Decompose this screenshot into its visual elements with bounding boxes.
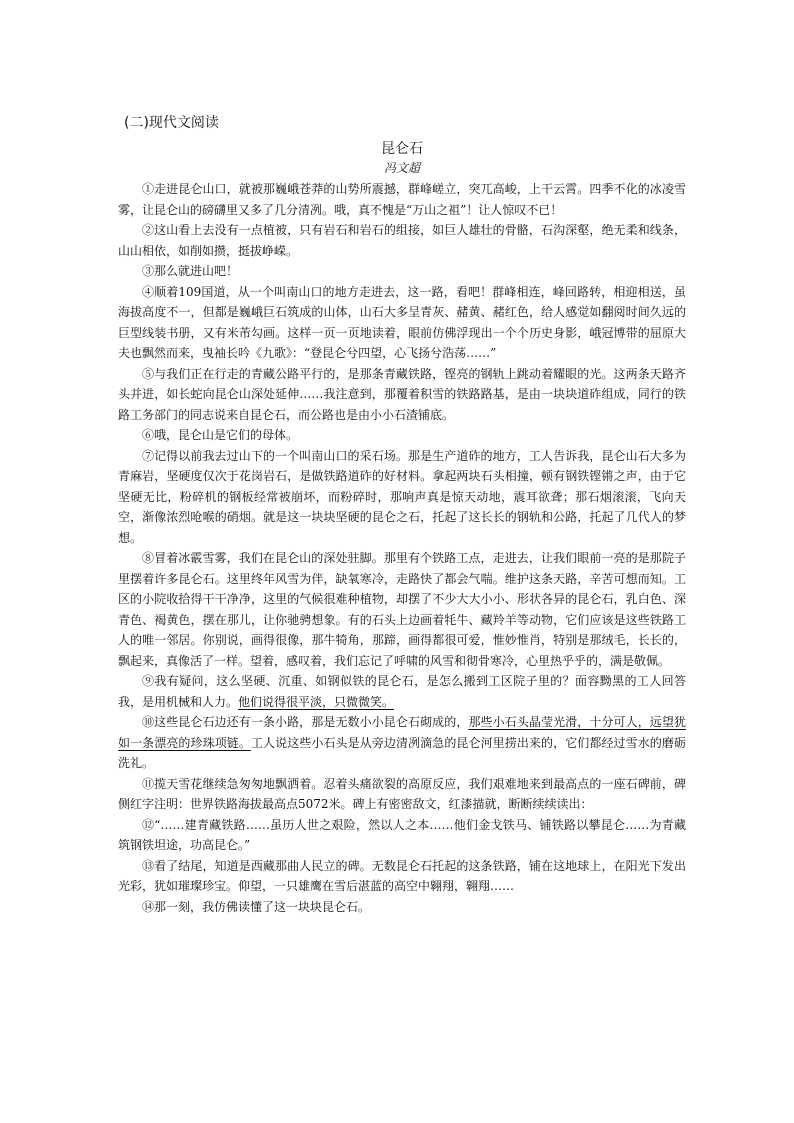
paragraph-12: ⑫“……建青藏铁路……虽历人世之艰险，然以人之本……他们金戈铁马、铺铁路以攀昆仑……为青藏筑钢铁坦途，功高昆仑。” [118,817,686,852]
section-heading: (二)现代文阅读 [124,115,219,131]
paragraph-1: ①走进昆仑山口，就被那巍峨苍莽的山势所震撼，群峰嵯立，突兀高峻，上干云霄。四季不化的冰凌雪雾，让昆仑山的磅礴里又多了几分清冽。哦，真不愧是“万山之祖”！让人惊叹不已！ [118,182,686,217]
article-title: 昆仑石 [381,141,423,157]
article-author: 冯文超 [383,161,420,175]
paragraph-8: ⑧冒着冰霰雪雾，我们在昆仑山的深处驻脚。那里有个铁路工点，走进去，让我们眼前一亮的是那院子里摆着许多昆仑石。这里终年风雪为伴，缺氧寒冷，走路快了都会气喘。维护这条天路，辛苦可想而知。工区的小院收拾得干干净净，这里的气候很难种植物，却摆了不少大大小小、形状各异的昆仑石，乳白色、深青色、褐黄色，摆在那儿，让你驰骋想象。有的石头上边画着牦牛、藏羚羊等动物，它们应该是这些铁路工人的唯一邻居。你别说，画得很像，那牛犄角，那蹄，画得都很可爱，惟妙惟肖，特别是那绒毛，长长的，飘起来，真像活了一样。望着，感叹着，我们忘记了呼啸的风雪和彻骨寒冷，心里热乎乎的，满是敬佩。 [118,551,686,668]
paragraph-14: ⑭那一刻，我仿佛读懂了这一块块昆仑石。 [142,899,371,914]
paragraph-9-text: ⑨我有疑问，这么坚硬、沉重、如钢似铁的昆仑石，是怎么搬到工区院子里的？面容黝黑的工人回答我，是用机械和人力。 [118,674,686,709]
document-page [118,113,686,917]
paragraph-7: ⑦记得以前我去过山下的一个叫南山口的采石场。那是生产道砟的地方，工人告诉我，昆仑山石大多为青麻岩，坚硬度仅次于花岗岩石，是做铁路道砟的好材料。拿起两块石头相撞，顿有钢铁铿锵之声，由于它坚硬无比，粉碎机的钢板经常被崩坏，而粉碎时，那响声真是惊天动地，震耳欲聋；那石烟滚滚，飞向天空，渐像浓烈呛喉的硝烟。就是这一块块坚硬的昆仑之石，托起了这长长的钢轨和公路，托起了几代人的梦想。 [118,448,686,545]
paragraph-10-text-a: ⑩这些昆仑石边还有一条小路，那是无数小小昆仑石砌成的， [142,715,469,729]
paragraph-5: ⑤与我们正在行走的青藏公路平行的，是那条青藏铁路，铿亮的钢轨上跳动着耀眼的光。这两条天路齐头并进，如长蛇向昆仑山深处延伸……我注意到，那覆着积雪的铁路路基，是由一块块道砟组成，同行的铁路工务部门的同志说来自昆仑石，而公路也是由小小石渣铺底。 [118,366,686,422]
paragraph-10-text-b: 工人说这些小石头是从旁边清冽滴急的昆仑河里捞出来的，它们都经过雪水的磨砺洗礼。 [118,735,686,770]
paragraph-2: ②这山看上去没有一点植被，只有岩石和岩石的组接，如巨人雄壮的骨骼，石沟深壑，绝无柔和线条，山山相依，如削如攒，挺拔峥嵘。 [118,223,686,258]
paragraph-6: ⑥哦，昆仑山是它们的母体。 [142,428,299,442]
underlined-sentence-9: 他们说得很平淡，只微微笑。 [238,694,395,709]
paragraph-9 [118,671,686,712]
paragraph-10 [118,712,686,774]
underlined-sentence-10: 那些小石头晶莹光滑，十分可人，远望犹如一条漂亮的珍珠项链。 [118,715,686,750]
paragraph-3: ③那么就进山吧！ [142,264,239,278]
paragraph-13: ⑬看了结尾，知道是西藏那曲人民立的碑。无数昆仑石托起的这条铁路，铺在这地球上，在阳光下发出光彩，犹如璀璨珍宝。仰望，一只雄鹰在雪后湛蓝的高空中翱翔，翱翔…… [118,858,686,893]
paragraph-4: ④顺着109国道，从一个叫南山口的地方走进去，这一路，看吧！群峰相连，峰回路转，相迎相送，虽海拔高度不一，但都是巍峨巨石筑成的山体，山石大多呈青灰、赭黄、赭红色，给人感觉如翻阅时间久远的巨型线装书册，又有米芾勾画。这样一页一页地读着，眼前仿佛浮现出一个个历史身影，峨冠博带的屈原大夫也飘然而来，曳袖长吟《九歌》：“登昆仑兮四望，心飞扬兮浩荡……” [118,284,686,360]
paragraph-11: ⑪揽天雪花继续急匆匆地飘洒着。忍着头痛欲裂的高原反应，我们艰难地来到最高点的一座石碑前，碑侧红字注明：世界铁路海拔最高点5072米。碑上有密密敌文，红漆描就，断断续续读出： [118,776,686,811]
